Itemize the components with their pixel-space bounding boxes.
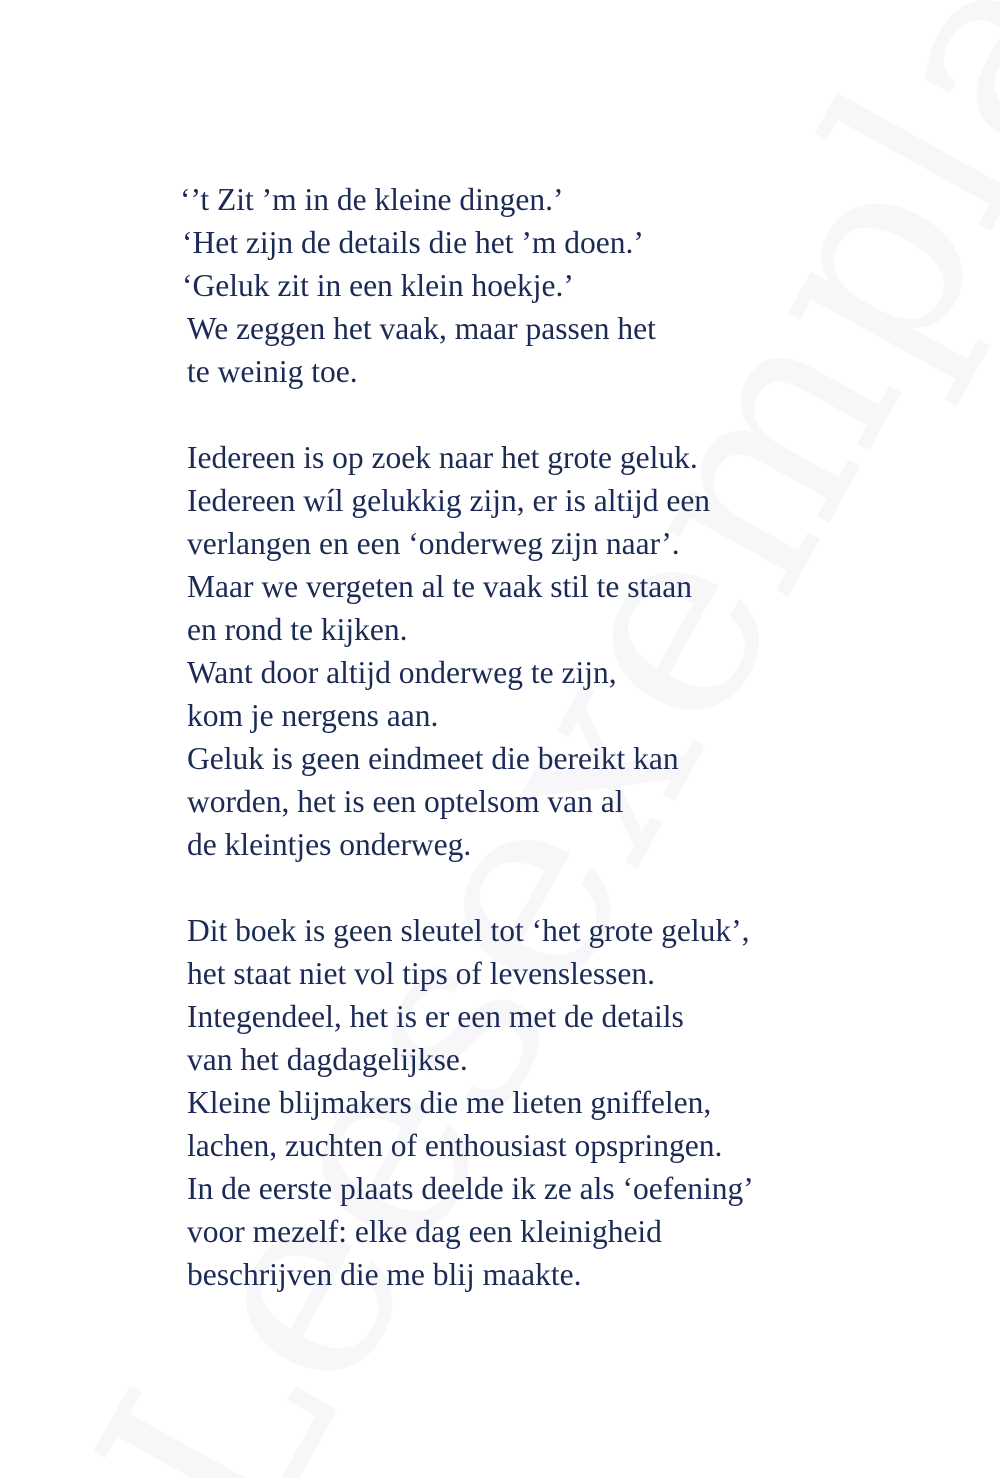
text-line: ‘Het zijn de details die het ’m doen.’ <box>182 225 644 260</box>
text-line: ‘Geluk zit in een klein hoekje.’ <box>182 268 574 303</box>
text-line: voor mezelf: elke dag een kleinigheid <box>187 1214 662 1249</box>
text-line: het staat niet vol tips of levenslessen. <box>187 956 656 991</box>
body-text <box>180 178 927 1296</box>
text-line: kom je nergens aan. <box>187 698 439 733</box>
text-line: Want door altijd onderweg te zijn, <box>187 655 617 690</box>
text-line: Dit boek is geen sleutel tot ‘het grote geluk’, <box>187 913 750 948</box>
text-line: beschrijven die me blij maakte. <box>187 1257 582 1292</box>
text-line: van het dagdagelijkse. <box>187 1042 468 1077</box>
text-line: de kleintjes onderweg. <box>187 827 472 862</box>
text-line: worden, het is een optelsom van al <box>187 784 624 819</box>
paragraph-3 <box>187 909 927 1296</box>
text-line: te weinig toe. <box>187 354 358 389</box>
paragraph-1 <box>180 178 927 393</box>
text-line: Maar we vergeten al te vaak stil te staan <box>187 569 692 604</box>
text-line: Integendeel, het is er een met de details <box>187 999 684 1034</box>
text-line: Kleine blijmakers die me lieten gniffelen, <box>187 1085 712 1120</box>
text-line: ‘’t Zit ’m in de kleine dingen.’ <box>180 182 564 217</box>
text-line: Geluk is geen eindmeet die bereikt kan <box>187 741 679 776</box>
text-line: We zeggen het vaak, maar passen het <box>187 311 656 346</box>
text-line: Iedereen is op zoek naar het grote geluk. <box>187 440 698 475</box>
text-line: lachen, zuchten of enthousiast opspringen. <box>187 1128 723 1163</box>
text-line: Iedereen wíl gelukkig zijn, er is altijd een <box>187 483 711 518</box>
text-line: en rond te kijken. <box>187 612 408 647</box>
text-line: verlangen en een ‘onderweg zijn naar’. <box>187 526 680 561</box>
text-line: In de eerste plaats deelde ik ze als ‘oefening’ <box>187 1171 754 1206</box>
paragraph-2 <box>187 436 927 866</box>
